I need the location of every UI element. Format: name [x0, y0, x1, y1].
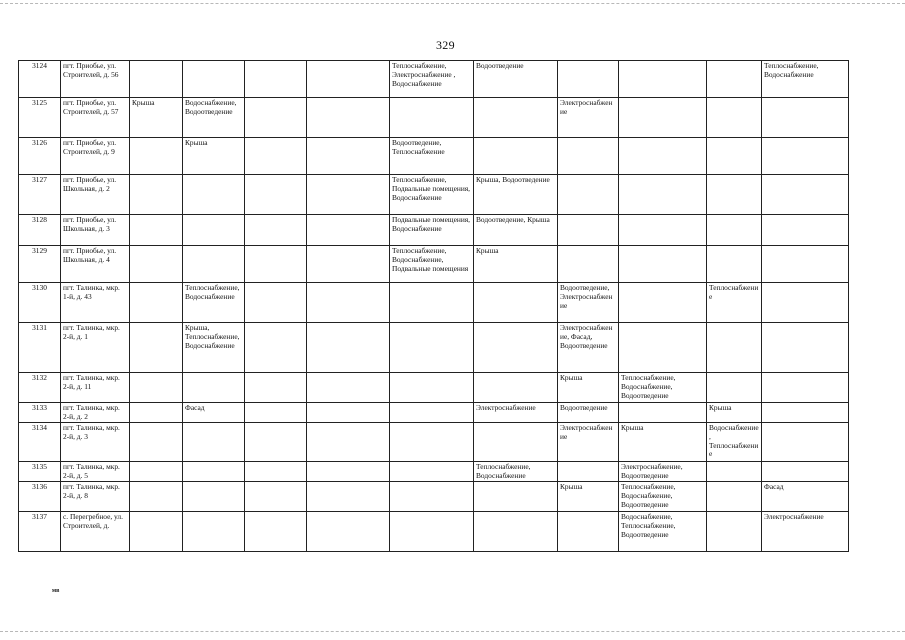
works-cell-c10: [762, 423, 849, 462]
works-cell-c1: [130, 138, 183, 175]
works-cell-c9: [707, 482, 762, 512]
table-row: [19, 175, 849, 215]
works-cell-c7: Крыша: [558, 482, 619, 512]
works-cell-c1: [130, 462, 183, 482]
table-row: [19, 323, 849, 373]
works-cell-c2: Крыша, Теплоснабжение, Водоснабжение: [183, 323, 245, 373]
works-cell-c2: Фасад: [183, 403, 245, 423]
works-cell-c10: Электроснабжение: [762, 512, 849, 552]
works-cell-c2: Крыша: [183, 138, 245, 175]
table-row: [19, 403, 849, 423]
works-cell-c2: Теплоснабжение, Водоснабжение: [183, 283, 245, 323]
row-number-cell: 3137: [19, 512, 61, 552]
address-cell: пгт. Талинка, мкр. 2-й, д. 5: [61, 462, 130, 482]
row-number-cell: 3132: [19, 373, 61, 403]
table-row: [19, 98, 849, 138]
works-cell-c9: [707, 215, 762, 246]
page-footer-marker: мв: [52, 588, 60, 594]
address-cell: пгт. Приобье, ул. Школьная, д. 2: [61, 175, 130, 215]
table-row: [19, 246, 849, 283]
row-number-cell: 3134: [19, 423, 61, 462]
works-cell-c8: [619, 215, 707, 246]
works-cell-c1: [130, 482, 183, 512]
works-cell-c6: Водоотведение, Крыша: [474, 215, 558, 246]
works-cell-c8: [619, 323, 707, 373]
works-cell-c4: [307, 512, 390, 552]
works-cell-c6: [474, 512, 558, 552]
works-cell-c4: [307, 246, 390, 283]
works-cell-c9: [707, 373, 762, 403]
works-cell-c3: [245, 138, 307, 175]
works-cell-c2: [183, 512, 245, 552]
works-cell-c7: Электроснабжение: [558, 98, 619, 138]
works-cell-c1: [130, 423, 183, 462]
works-cell-c9: Теплоснабжение: [707, 283, 762, 323]
works-cell-c2: [183, 423, 245, 462]
works-cell-c7: [558, 138, 619, 175]
row-number-cell: 3135: [19, 462, 61, 482]
works-cell-c5: [390, 323, 474, 373]
works-cell-c5: Водоотведение, Теплоснабжение: [390, 138, 474, 175]
register-table: [18, 60, 849, 552]
address-cell: пгт. Приобье, ул. Строителей, д. 57: [61, 98, 130, 138]
works-cell-c8: [619, 138, 707, 175]
works-cell-c3: [245, 283, 307, 323]
works-cell-c5: Подвальные помещения, Водоснабжение: [390, 215, 474, 246]
table-row: [19, 462, 849, 482]
works-cell-c10: [762, 323, 849, 373]
works-cell-c9: Водоснабжение, Теплоснабжение: [707, 423, 762, 462]
works-cell-c3: [245, 246, 307, 283]
row-number-cell: 3130: [19, 283, 61, 323]
works-cell-c1: [130, 373, 183, 403]
works-cell-c5: Теплоснабжение, Подвальные помещения, Водоснабжение: [390, 175, 474, 215]
works-cell-c9: [707, 98, 762, 138]
works-cell-c8: Теплоснабжение, Водоснабжение, Водоотведение: [619, 373, 707, 403]
address-cell: пгт. Приобье, ул. Строителей, д. 9: [61, 138, 130, 175]
works-cell-c3: [245, 215, 307, 246]
works-cell-c6: Крыша, Водоотведение: [474, 175, 558, 215]
works-cell-c8: [619, 61, 707, 98]
works-cell-c7: Крыша: [558, 373, 619, 403]
works-cell-c8: [619, 98, 707, 138]
works-cell-c6: [474, 482, 558, 512]
works-cell-c1: [130, 175, 183, 215]
works-cell-c9: [707, 512, 762, 552]
works-cell-c3: [245, 175, 307, 215]
works-cell-c10: [762, 403, 849, 423]
works-cell-c6: [474, 323, 558, 373]
works-cell-c6: Водоотведение: [474, 61, 558, 98]
works-cell-c6: Крыша: [474, 246, 558, 283]
works-cell-c2: [183, 462, 245, 482]
table-row: [19, 215, 849, 246]
row-number-cell: 3129: [19, 246, 61, 283]
row-number-cell: 3127: [19, 175, 61, 215]
row-number-cell: 3126: [19, 138, 61, 175]
table-row: [19, 512, 849, 552]
works-cell-c3: [245, 323, 307, 373]
works-cell-c3: [245, 482, 307, 512]
scan-edge-top: [0, 3, 905, 4]
row-number-cell: 3136: [19, 482, 61, 512]
works-cell-c3: [245, 98, 307, 138]
works-cell-c4: [307, 482, 390, 512]
address-cell: пгт. Талинка, мкр. 2-й, д. 2: [61, 403, 130, 423]
works-cell-c1: [130, 246, 183, 283]
works-cell-c2: [183, 215, 245, 246]
table-row: [19, 61, 849, 98]
address-cell: пгт. Талинка, мкр. 2-й, д. 3: [61, 423, 130, 462]
works-cell-c9: [707, 138, 762, 175]
works-cell-c5: [390, 423, 474, 462]
works-cell-c4: [307, 98, 390, 138]
works-cell-c7: Водоотведение, Электроснабжение: [558, 283, 619, 323]
works-cell-c6: [474, 373, 558, 403]
works-cell-c10: Фасад: [762, 482, 849, 512]
row-number-cell: 3131: [19, 323, 61, 373]
works-cell-c4: [307, 323, 390, 373]
works-cell-c7: Водоотведение: [558, 403, 619, 423]
table-row: [19, 482, 849, 512]
address-cell: пгт. Приобье, ул. Строителей, д. 56: [61, 61, 130, 98]
works-cell-c7: [558, 462, 619, 482]
works-cell-c6: [474, 283, 558, 323]
row-number-cell: 3125: [19, 98, 61, 138]
works-cell-c1: [130, 215, 183, 246]
works-cell-c1: [130, 61, 183, 98]
works-cell-c1: [130, 283, 183, 323]
works-cell-c2: Водоснабжение, Водоотведение: [183, 98, 245, 138]
works-cell-c9: Крыша: [707, 403, 762, 423]
works-cell-c8: [619, 246, 707, 283]
address-cell: пгт. Приобье, ул. Школьная, д. 4: [61, 246, 130, 283]
works-cell-c5: [390, 482, 474, 512]
works-cell-c2: [183, 482, 245, 512]
works-cell-c6: [474, 138, 558, 175]
works-cell-c4: [307, 138, 390, 175]
works-cell-c7: [558, 61, 619, 98]
works-cell-c8: [619, 283, 707, 323]
works-cell-c7: [558, 246, 619, 283]
works-cell-c7: [558, 175, 619, 215]
works-cell-c7: [558, 215, 619, 246]
works-cell-c7: Электроснабжение, Фасад, Водоотведение: [558, 323, 619, 373]
row-number-cell: 3124: [19, 61, 61, 98]
address-cell: пгт. Талинка, мкр. 2-й, д. 8: [61, 482, 130, 512]
works-cell-c2: [183, 61, 245, 98]
works-cell-c8: [619, 403, 707, 423]
works-cell-c9: [707, 246, 762, 283]
works-cell-c4: [307, 61, 390, 98]
address-cell: пгт. Талинка, мкр. 1-й, д. 43: [61, 283, 130, 323]
works-cell-c5: [390, 373, 474, 403]
works-cell-c5: [390, 403, 474, 423]
row-number-cell: 3133: [19, 403, 61, 423]
works-cell-c3: [245, 462, 307, 482]
works-cell-c1: Крыша: [130, 98, 183, 138]
works-cell-c10: [762, 373, 849, 403]
works-cell-c8: Водоснабжение, Теплоснабжение, Водоотведение: [619, 512, 707, 552]
works-cell-c5: Теплоснабжение, Электроснабжение , Водоснабжение: [390, 61, 474, 98]
address-cell: пгт. Приобье, ул. Школьная, д. 3: [61, 215, 130, 246]
works-cell-c9: [707, 61, 762, 98]
works-cell-c1: [130, 403, 183, 423]
works-cell-c3: [245, 61, 307, 98]
row-number-cell: 3128: [19, 215, 61, 246]
address-cell: пгт. Талинка, мкр. 2-й, д. 11: [61, 373, 130, 403]
works-cell-c5: [390, 98, 474, 138]
works-cell-c2: [183, 175, 245, 215]
works-cell-c5: [390, 283, 474, 323]
table-row: [19, 423, 849, 462]
works-cell-c8: Электроснабжение, Водоотведение: [619, 462, 707, 482]
works-cell-c7: Электроснабжение: [558, 423, 619, 462]
works-cell-c10: Теплоснабжение, Водоснабжение: [762, 61, 849, 98]
works-cell-c4: [307, 403, 390, 423]
works-cell-c6: [474, 423, 558, 462]
works-cell-c1: [130, 512, 183, 552]
works-cell-c4: [307, 283, 390, 323]
works-cell-c3: [245, 373, 307, 403]
works-cell-c4: [307, 423, 390, 462]
works-cell-c9: [707, 175, 762, 215]
table-row: [19, 373, 849, 403]
register-table-body: [19, 61, 849, 552]
works-cell-c4: [307, 373, 390, 403]
table-row: [19, 138, 849, 175]
works-cell-c9: [707, 323, 762, 373]
works-cell-c8: Крыша: [619, 423, 707, 462]
works-cell-c10: [762, 175, 849, 215]
page-number: 329: [436, 38, 455, 52]
works-cell-c3: [245, 403, 307, 423]
works-cell-c5: [390, 462, 474, 482]
works-cell-c4: [307, 175, 390, 215]
works-cell-c3: [245, 512, 307, 552]
works-cell-c1: [130, 323, 183, 373]
works-cell-c10: [762, 98, 849, 138]
works-cell-c10: [762, 283, 849, 323]
works-cell-c5: Теплоснабжение, Водоснабжение, Подвальные помещения: [390, 246, 474, 283]
works-cell-c10: [762, 215, 849, 246]
address-cell: с. Перегребное, ул. Строителей, д.: [61, 512, 130, 552]
works-cell-c3: [245, 423, 307, 462]
works-cell-c2: [183, 373, 245, 403]
works-cell-c6: Теплоснабжение, Водоснабжение: [474, 462, 558, 482]
works-cell-c6: [474, 98, 558, 138]
works-cell-c5: [390, 512, 474, 552]
works-cell-c4: [307, 462, 390, 482]
works-cell-c10: [762, 246, 849, 283]
works-cell-c8: [619, 175, 707, 215]
works-cell-c7: [558, 512, 619, 552]
works-cell-c9: [707, 462, 762, 482]
table-row: [19, 283, 849, 323]
scan-edge-bottom: [0, 631, 905, 632]
works-cell-c6: Электроснабжение: [474, 403, 558, 423]
works-cell-c4: [307, 215, 390, 246]
works-cell-c2: [183, 246, 245, 283]
works-cell-c8: Теплоснабжение, Водоснабжение, Водоотведение: [619, 482, 707, 512]
works-cell-c10: [762, 138, 849, 175]
address-cell: пгт. Талинка, мкр. 2-й, д. 1: [61, 323, 130, 373]
works-cell-c10: [762, 462, 849, 482]
